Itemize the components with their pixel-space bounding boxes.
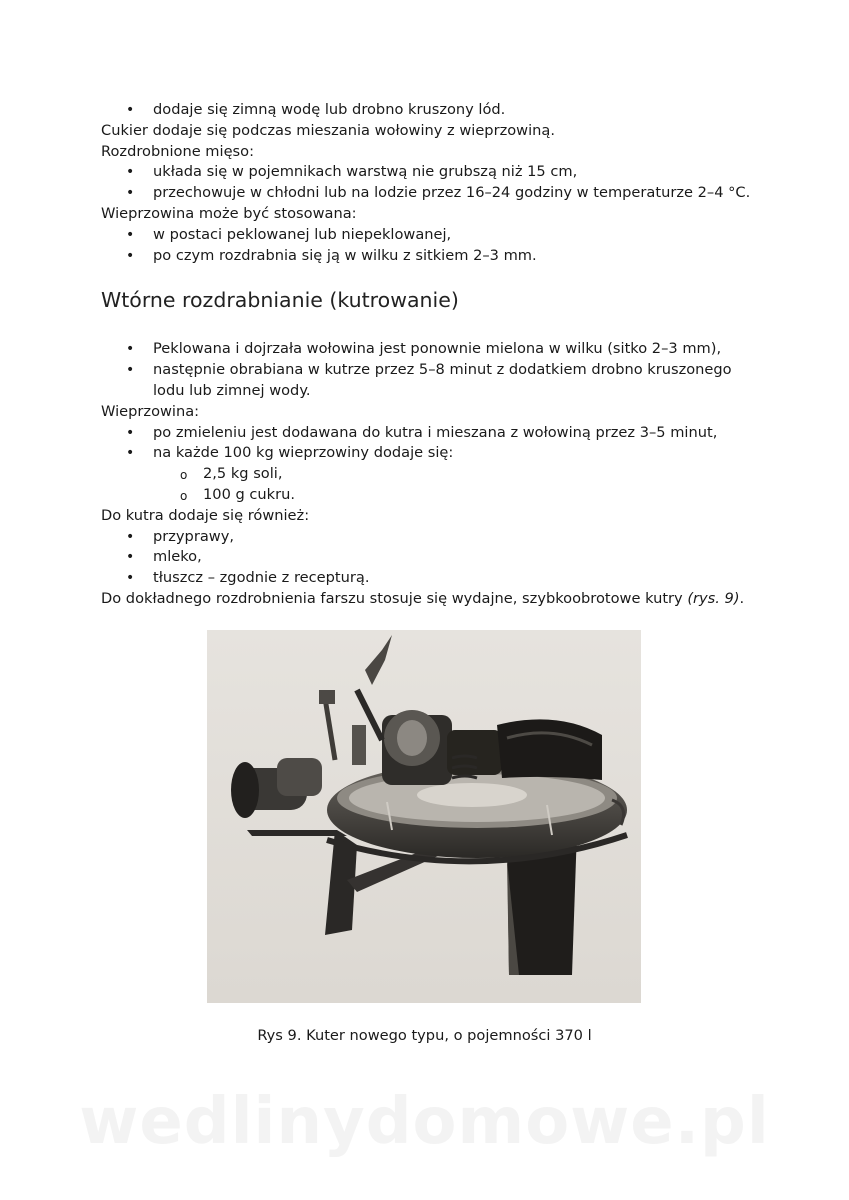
paragraph-also: Do kutra dodaje się również: (101, 506, 310, 524)
cutter-machine-photo (207, 630, 641, 1003)
paragraph-final (101, 589, 761, 610)
paragraph-pork: Wieprzowina: (101, 402, 200, 420)
list-item: • układa się w pojemnikach warstwą nie grubszą niż 15 cm, (101, 162, 761, 183)
paragraph-pork-usage: Wieprzowina może być stosowana: (101, 204, 357, 222)
section-heading: Wtórne rozdrabnianie (kutrowanie) (101, 288, 459, 313)
list-item: • Peklowana i dojrzała wołowina jest ponownie mielona w wilku (sitko 2–3 mm), (101, 339, 761, 360)
cutter-list (101, 339, 761, 401)
final-period: . (739, 589, 745, 607)
list-item: • przyprawy, (101, 527, 761, 548)
list-item: • następnie obrabiana w kutrze przez 5–8 minut z dodatkiem drobno kruszonego lodu lub zimnej wody. (101, 360, 761, 402)
pork-list (101, 423, 761, 506)
list-item: • w postaci peklowanej lub niepeklowanej, (101, 225, 761, 246)
sub-list-item: o 2,5 kg soli, (153, 464, 761, 485)
paragraph-sugar: Cukier dodaje się podczas mieszania wołowiny z wieprzowiną. (101, 121, 555, 139)
list-item: • dodaje się zimną wodę lub drobno kruszony lód. (101, 100, 761, 121)
figure-caption: Rys 9. Kuter nowego typu, o pojemności 370 l (257, 1027, 592, 1044)
list-item: • tłuszcz – zgodnie z recepturą. (101, 568, 761, 589)
paragraph-ground-meat: Rozdrobnione mięso: (101, 142, 255, 160)
intro-list (101, 100, 761, 121)
ground-meat-list (101, 162, 761, 204)
final-text: Do dokładnego rozdrobnienia farszu stosuje się wydajne, szybkoobrotowe kutry (101, 589, 683, 607)
list-item: • przechowuje w chłodni lub na lodzie przez 16–24 godziny w temperaturze 2–4 °C. (101, 183, 761, 204)
pork-sub-list (153, 464, 761, 506)
sub-list-item: o 100 g cukru. (153, 485, 761, 506)
list-item (101, 443, 761, 505)
list-item: • mleko, (101, 547, 761, 568)
list-item: • po czym rozdrabnia się ją w wilku z sitkiem 2–3 mm. (101, 246, 761, 267)
also-list (101, 527, 761, 589)
watermark: wedlinydomowe.pl (79, 1085, 770, 1159)
figure-reference: (rys. 9) (687, 589, 740, 607)
body-text (101, 100, 761, 610)
pork-usage-list (101, 225, 761, 267)
list-item: • po zmieleniu jest dodawana do kutra i mieszana z wołowiną przez 3–5 minut, (101, 423, 761, 444)
list-item-text: na każde 100 kg wieprzowiny dodaje się: (153, 444, 454, 462)
